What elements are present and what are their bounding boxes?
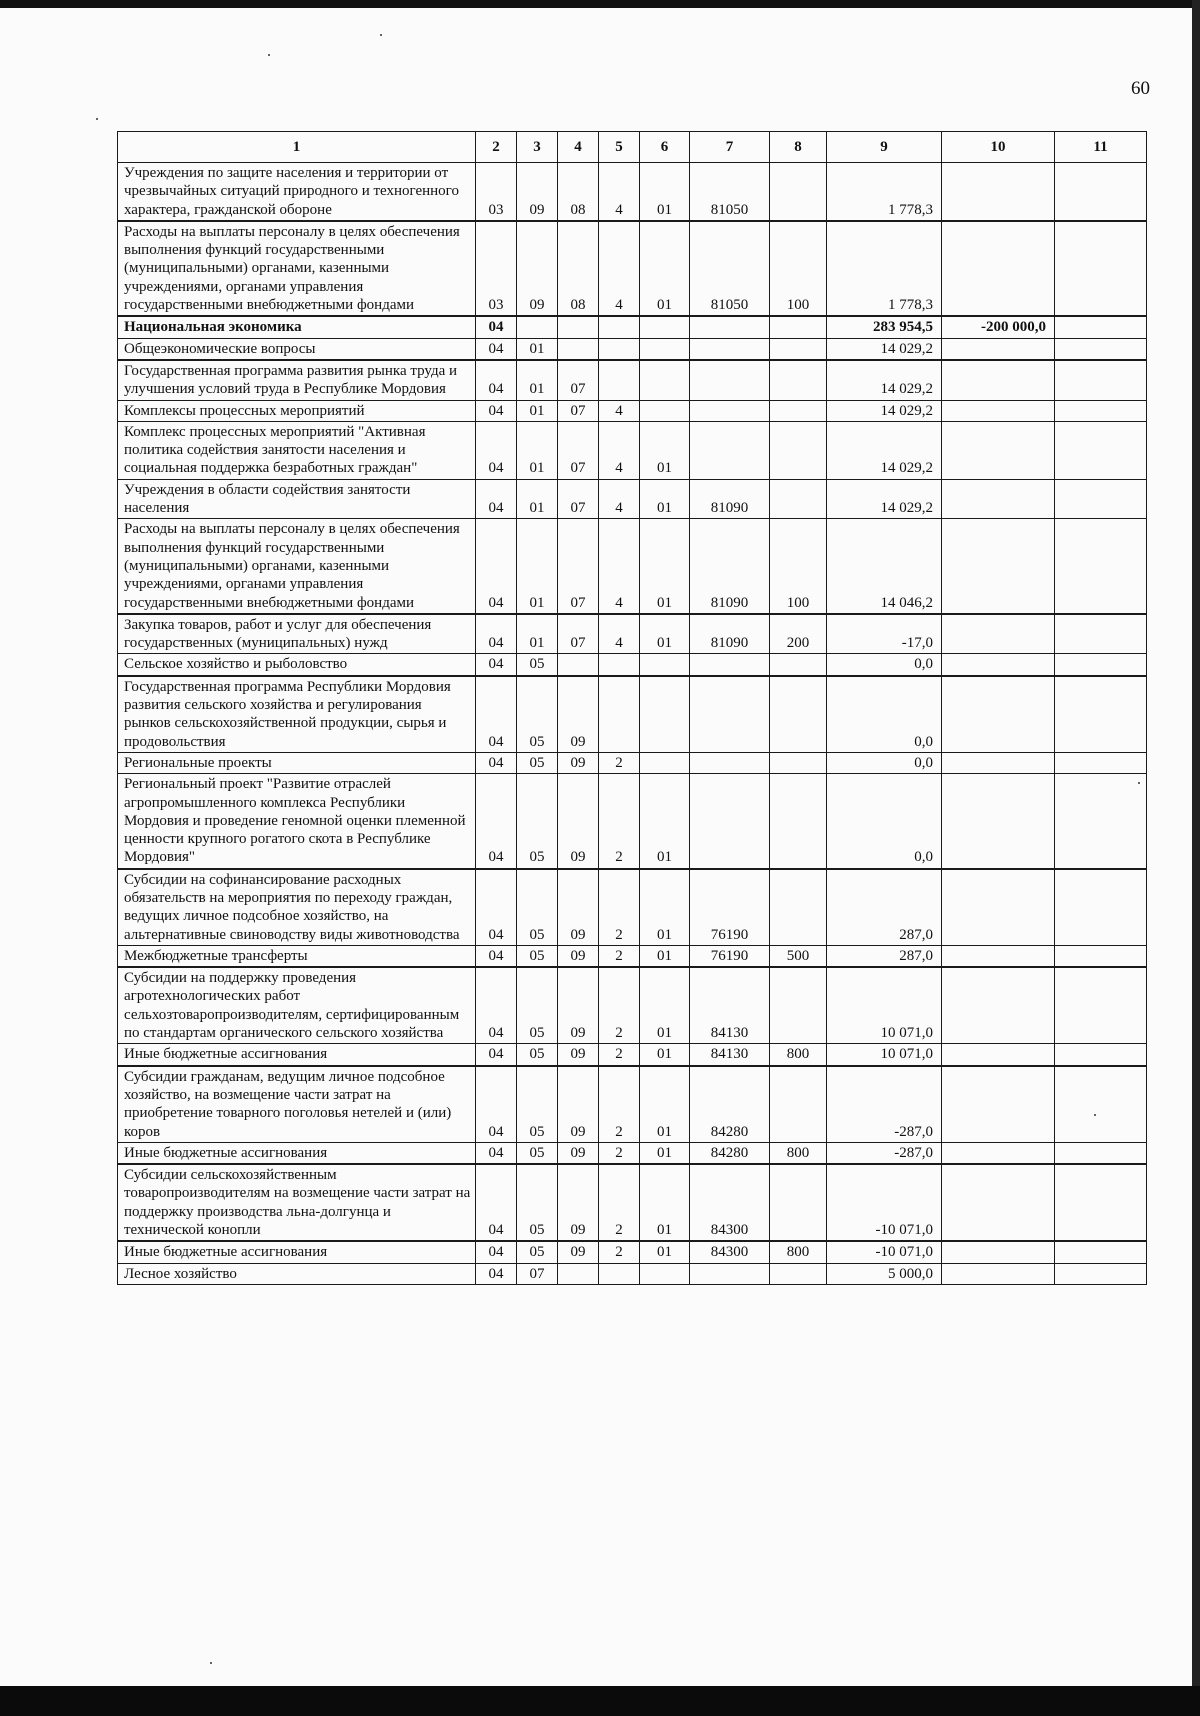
cell-col-5: 2 [599,967,640,1044]
cell-col-7: 81050 [690,221,770,316]
cell-col-11 [1055,400,1147,421]
cell-col-2: 04 [476,654,517,676]
cell-col-10 [942,1142,1055,1164]
cell-col-6: 01 [640,221,690,316]
cell-col-7: 84130 [690,967,770,1044]
cell-col-4 [558,654,599,676]
cell-col-10 [942,752,1055,773]
cell-col-4: 09 [558,869,599,946]
cell-col-10 [942,1241,1055,1263]
cell-name: Иные бюджетные ассигнования [118,1142,476,1164]
cell-col-9: 1 778,3 [827,163,942,221]
cell-col-7: 84300 [690,1164,770,1241]
cell-col-11 [1055,1263,1147,1284]
cell-col-8: 800 [770,1142,827,1164]
table-row [118,1066,1147,1143]
cell-name: Иные бюджетные ассигнования [118,1241,476,1263]
cell-col-11 [1055,221,1147,316]
cell-col-2: 04 [476,774,517,869]
cell-col-7: 81090 [690,614,770,654]
cell-col-5: 2 [599,945,640,967]
cell-col-9: 0,0 [827,654,942,676]
cell-col-7 [690,654,770,676]
cell-col-5 [599,1263,640,1284]
cell-col-8 [770,360,827,400]
cell-col-4: 09 [558,1066,599,1143]
cell-col-10 [942,869,1055,946]
table-row [118,614,1147,654]
cell-col-8: 100 [770,221,827,316]
cell-col-4: 09 [558,1142,599,1164]
cell-col-5: 2 [599,1066,640,1143]
cell-col-11 [1055,654,1147,676]
scan-speck [96,118,98,120]
scan-speck [380,34,382,36]
cell-col-10 [942,967,1055,1044]
cell-col-10 [942,774,1055,869]
cell-col-8: 800 [770,1241,827,1263]
cell-col-3: 05 [517,945,558,967]
cell-col-8: 500 [770,945,827,967]
cell-col-10 [942,360,1055,400]
cell-col-4 [558,338,599,360]
cell-name: Субсидии гражданам, ведущим личное подсобное хозяйство, на возмещение части затрат на приобретение товарного поголовья нетелей и (или) коров [118,1066,476,1143]
cell-name: Общеэкономические вопросы [118,338,476,360]
cell-col-3: 05 [517,1142,558,1164]
cell-col-5: 2 [599,1241,640,1263]
cell-col-2: 04 [476,316,517,338]
cell-col-10 [942,421,1055,479]
cell-col-4: 07 [558,519,599,614]
cell-col-6 [640,676,690,753]
cell-col-6: 01 [640,774,690,869]
cell-col-11 [1055,421,1147,479]
cell-col-4: 09 [558,752,599,773]
cell-col-2: 04 [476,338,517,360]
cell-col-5 [599,676,640,753]
cell-col-3: 01 [517,614,558,654]
cell-col-4: 07 [558,421,599,479]
cell-col-5: 4 [599,519,640,614]
table-row [118,1241,1147,1263]
cell-col-2: 04 [476,1142,517,1164]
cell-col-11 [1055,676,1147,753]
cell-col-8 [770,1164,827,1241]
cell-col-6: 01 [640,967,690,1044]
column-header-11: 11 [1055,132,1147,163]
cell-col-6: 01 [640,163,690,221]
cell-col-4: 07 [558,400,599,421]
table-row [118,774,1147,869]
table-row [118,163,1147,221]
cell-col-2: 04 [476,360,517,400]
cell-col-10 [942,676,1055,753]
cell-col-5: 2 [599,752,640,773]
cell-name: Региональный проект "Развитие отраслей агропромышленного комплекса Республики Мордовия и проведение геномной оценки племенной ценности крупного рогатого скота в Республике Мордовия" [118,774,476,869]
cell-col-2: 04 [476,400,517,421]
cell-name: Государственная программа Республики Мордовия развития сельского хозяйства и регулирования рынков сельскохозяйственной продукции, сырья и продовольствия [118,676,476,753]
cell-col-2: 04 [476,967,517,1044]
cell-col-4: 09 [558,774,599,869]
cell-col-8 [770,967,827,1044]
cell-col-3: 05 [517,774,558,869]
cell-col-5 [599,338,640,360]
cell-col-2: 04 [476,614,517,654]
cell-col-11 [1055,752,1147,773]
column-header-7: 7 [690,132,770,163]
cell-col-11 [1055,1066,1147,1143]
cell-col-6: 01 [640,945,690,967]
cell-col-10 [942,221,1055,316]
cell-col-3: 05 [517,654,558,676]
cell-col-3: 05 [517,967,558,1044]
cell-col-6: 01 [640,519,690,614]
cell-col-2: 04 [476,752,517,773]
cell-col-11 [1055,967,1147,1044]
cell-name: Комплексы процессных мероприятий [118,400,476,421]
cell-col-3: 09 [517,163,558,221]
cell-col-9: 10 071,0 [827,1044,942,1066]
cell-col-5: 4 [599,479,640,519]
column-header-8: 8 [770,132,827,163]
cell-col-3: 05 [517,1044,558,1066]
cell-col-9: 14 029,2 [827,421,942,479]
scan-edge-top [0,0,1200,8]
column-header-4: 4 [558,132,599,163]
table-row [118,316,1147,338]
cell-col-2: 04 [476,676,517,753]
cell-col-7: 84300 [690,1241,770,1263]
cell-col-8 [770,316,827,338]
scan-speck [268,54,270,56]
column-header-2: 2 [476,132,517,163]
cell-col-2: 04 [476,1066,517,1143]
cell-col-4: 09 [558,1241,599,1263]
cell-col-11 [1055,1164,1147,1241]
cell-col-6: 01 [640,1241,690,1263]
cell-col-5 [599,654,640,676]
cell-name: Субсидии сельскохозяйственным товаропроизводителям на возмещение части затрат на поддержку производства льна-долгунца и технической конопли [118,1164,476,1241]
cell-col-9: -287,0 [827,1142,942,1164]
cell-col-7 [690,338,770,360]
cell-col-11 [1055,338,1147,360]
table-row [118,1164,1147,1241]
table-row [118,400,1147,421]
cell-name: Лесное хозяйство [118,1263,476,1284]
cell-col-9: 14 029,2 [827,479,942,519]
cell-col-9: 14 029,2 [827,400,942,421]
cell-col-11 [1055,1241,1147,1263]
cell-col-7: 84280 [690,1066,770,1143]
cell-col-5: 2 [599,1164,640,1241]
cell-col-7 [690,774,770,869]
table-header [118,132,1147,163]
cell-col-6 [640,338,690,360]
cell-col-9: 287,0 [827,945,942,967]
cell-col-8 [770,869,827,946]
cell-name: Расходы на выплаты персоналу в целях обеспечения выполнения функций государственными (муниципальными) органами, казенными учреждениями, органами управления государственными внебюджетными фондами [118,519,476,614]
cell-col-4: 08 [558,163,599,221]
cell-col-4: 09 [558,1044,599,1066]
cell-col-9: 0,0 [827,752,942,773]
cell-col-2: 04 [476,479,517,519]
cell-col-11 [1055,519,1147,614]
cell-col-6 [640,316,690,338]
cell-col-9: -17,0 [827,614,942,654]
cell-col-5: 4 [599,614,640,654]
scan-edge-right [1192,0,1200,1716]
cell-name: Учреждения по защите населения и территории от чрезвычайных ситуаций природного и техногенного характера, гражданской обороне [118,163,476,221]
cell-col-10 [942,1066,1055,1143]
cell-col-2: 03 [476,163,517,221]
cell-col-2: 03 [476,221,517,316]
cell-col-8 [770,479,827,519]
cell-col-8 [770,676,827,753]
cell-col-3: 01 [517,421,558,479]
cell-col-6 [640,400,690,421]
column-header-10: 10 [942,132,1055,163]
cell-col-11 [1055,945,1147,967]
cell-col-9: 10 071,0 [827,967,942,1044]
cell-col-5: 2 [599,1044,640,1066]
cell-name: Региональные проекты [118,752,476,773]
table-row [118,338,1147,360]
cell-col-7: 76190 [690,945,770,967]
cell-col-10 [942,1263,1055,1284]
cell-col-10 [942,614,1055,654]
cell-col-7: 81050 [690,163,770,221]
cell-col-10: -200 000,0 [942,316,1055,338]
cell-col-4: 09 [558,1164,599,1241]
table-row [118,1142,1147,1164]
cell-col-11 [1055,614,1147,654]
cell-col-6: 01 [640,1044,690,1066]
cell-col-8: 200 [770,614,827,654]
column-header-6: 6 [640,132,690,163]
column-header-5: 5 [599,132,640,163]
cell-col-10 [942,1164,1055,1241]
cell-col-11 [1055,869,1147,946]
budget-table [117,131,1147,1285]
cell-col-8 [770,752,827,773]
cell-col-5: 4 [599,163,640,221]
cell-col-10 [942,945,1055,967]
cell-col-10 [942,338,1055,360]
cell-col-4: 08 [558,221,599,316]
cell-col-6: 01 [640,421,690,479]
cell-col-9: -10 071,0 [827,1164,942,1241]
table-row [118,479,1147,519]
table-row [118,421,1147,479]
header-row [118,132,1147,163]
cell-col-9: 0,0 [827,676,942,753]
cell-col-9: 283 954,5 [827,316,942,338]
cell-col-9: 14 029,2 [827,338,942,360]
cell-col-5: 4 [599,400,640,421]
cell-col-10 [942,163,1055,221]
cell-col-3: 05 [517,1066,558,1143]
cell-col-5: 4 [599,421,640,479]
cell-col-4: 09 [558,945,599,967]
table-row [118,676,1147,753]
cell-col-9: 0,0 [827,774,942,869]
cell-col-9: 14 029,2 [827,360,942,400]
cell-col-9: 1 778,3 [827,221,942,316]
cell-col-8: 800 [770,1044,827,1066]
cell-col-2: 04 [476,519,517,614]
cell-col-3: 01 [517,400,558,421]
cell-col-2: 04 [476,421,517,479]
cell-col-3: 01 [517,519,558,614]
table-body [118,163,1147,1285]
cell-col-4: 07 [558,479,599,519]
cell-col-3: 05 [517,869,558,946]
cell-col-11 [1055,360,1147,400]
page-number: 60 [1131,78,1150,99]
table-row [118,869,1147,946]
cell-col-2: 04 [476,1263,517,1284]
cell-col-6: 01 [640,1066,690,1143]
cell-col-11 [1055,316,1147,338]
column-header-9: 9 [827,132,942,163]
cell-col-7 [690,421,770,479]
cell-col-7 [690,316,770,338]
cell-col-3: 01 [517,360,558,400]
cell-col-4: 09 [558,676,599,753]
table-row [118,1044,1147,1066]
cell-col-9: -10 071,0 [827,1241,942,1263]
cell-col-9: 5 000,0 [827,1263,942,1284]
cell-col-6: 01 [640,1142,690,1164]
cell-col-4 [558,316,599,338]
table-row [118,967,1147,1044]
cell-col-6 [640,654,690,676]
table-row [118,519,1147,614]
table-row [118,654,1147,676]
cell-col-6: 01 [640,614,690,654]
cell-col-4: 07 [558,360,599,400]
cell-col-10 [942,519,1055,614]
cell-col-10 [942,479,1055,519]
table-row [118,360,1147,400]
cell-col-7: 84130 [690,1044,770,1066]
cell-col-2: 04 [476,945,517,967]
cell-col-3: 07 [517,1263,558,1284]
table-row [118,945,1147,967]
column-header-1: 1 [118,132,476,163]
cell-col-7 [690,752,770,773]
cell-col-7: 81090 [690,479,770,519]
cell-name: Национальная экономика [118,316,476,338]
cell-col-8 [770,163,827,221]
table-row [118,221,1147,316]
cell-col-7: 76190 [690,869,770,946]
cell-col-8 [770,654,827,676]
cell-col-6: 01 [640,869,690,946]
cell-col-7 [690,676,770,753]
cell-name: Субсидии на поддержку проведения агротехнологических работ сельхозтоваропроизводителям, сертифицированным по стандартам органического сельского хозяйства [118,967,476,1044]
cell-col-6: 01 [640,1164,690,1241]
cell-col-6 [640,1263,690,1284]
cell-col-3: 01 [517,338,558,360]
cell-col-6 [640,752,690,773]
cell-col-9: -287,0 [827,1066,942,1143]
table-row [118,1263,1147,1284]
cell-col-7: 81090 [690,519,770,614]
cell-col-8: 100 [770,519,827,614]
cell-name: Государственная программа развития рынка труда и улучшения условий труда в Республике Мордовия [118,360,476,400]
cell-name: Комплекс процессных мероприятий "Активная политика содействия занятости населения и социальная поддержка безработных граждан" [118,421,476,479]
cell-name: Межбюджетные трансферты [118,945,476,967]
scan-speck [210,1662,212,1664]
cell-col-3: 09 [517,221,558,316]
cell-col-8 [770,774,827,869]
cell-name: Закупка товаров, работ и услуг для обеспечения государственных (муниципальных) нужд [118,614,476,654]
cell-col-3: 05 [517,752,558,773]
cell-col-7: 84280 [690,1142,770,1164]
cell-col-7 [690,400,770,421]
scan-edge-bottom [0,1686,1200,1716]
cell-col-10 [942,1044,1055,1066]
cell-col-5: 2 [599,869,640,946]
cell-col-3: 05 [517,676,558,753]
cell-name: Учреждения в области содействия занятости населения [118,479,476,519]
cell-col-11 [1055,479,1147,519]
cell-col-4: 09 [558,967,599,1044]
cell-col-11 [1055,1142,1147,1164]
cell-col-10 [942,400,1055,421]
cell-col-2: 04 [476,1164,517,1241]
cell-col-9: 287,0 [827,869,942,946]
cell-name: Субсидии на софинансирование расходных обязательств на мероприятия по переходу граждан, ведущих личное подсобное хозяйство, на альтернативные свиноводству виды животноводства [118,869,476,946]
cell-col-4: 07 [558,614,599,654]
cell-col-10 [942,654,1055,676]
cell-col-8 [770,400,827,421]
cell-col-8 [770,338,827,360]
cell-name: Иные бюджетные ассигнования [118,1044,476,1066]
cell-col-11 [1055,163,1147,221]
table-row [118,752,1147,773]
cell-col-4 [558,1263,599,1284]
cell-col-6: 01 [640,479,690,519]
cell-col-2: 04 [476,869,517,946]
cell-col-5: 2 [599,774,640,869]
cell-col-2: 04 [476,1241,517,1263]
cell-col-8 [770,421,827,479]
cell-col-5: 2 [599,1142,640,1164]
cell-col-8 [770,1066,827,1143]
cell-col-2: 04 [476,1044,517,1066]
cell-col-5: 4 [599,221,640,316]
cell-name: Сельское хозяйство и рыболовство [118,654,476,676]
cell-col-11 [1055,774,1147,869]
cell-col-5 [599,360,640,400]
cell-col-11 [1055,1044,1147,1066]
cell-col-9: 14 046,2 [827,519,942,614]
cell-name: Расходы на выплаты персоналу в целях обеспечения выполнения функций государственными (муниципальными) органами, казенными учреждениями, органами управления государственными внебюджетными фондами [118,221,476,316]
cell-col-6 [640,360,690,400]
column-header-3: 3 [517,132,558,163]
cell-col-3: 05 [517,1164,558,1241]
cell-col-3 [517,316,558,338]
cell-col-3: 05 [517,1241,558,1263]
cell-col-5 [599,316,640,338]
cell-col-3: 01 [517,479,558,519]
cell-col-8 [770,1263,827,1284]
cell-col-7 [690,360,770,400]
cell-col-7 [690,1263,770,1284]
